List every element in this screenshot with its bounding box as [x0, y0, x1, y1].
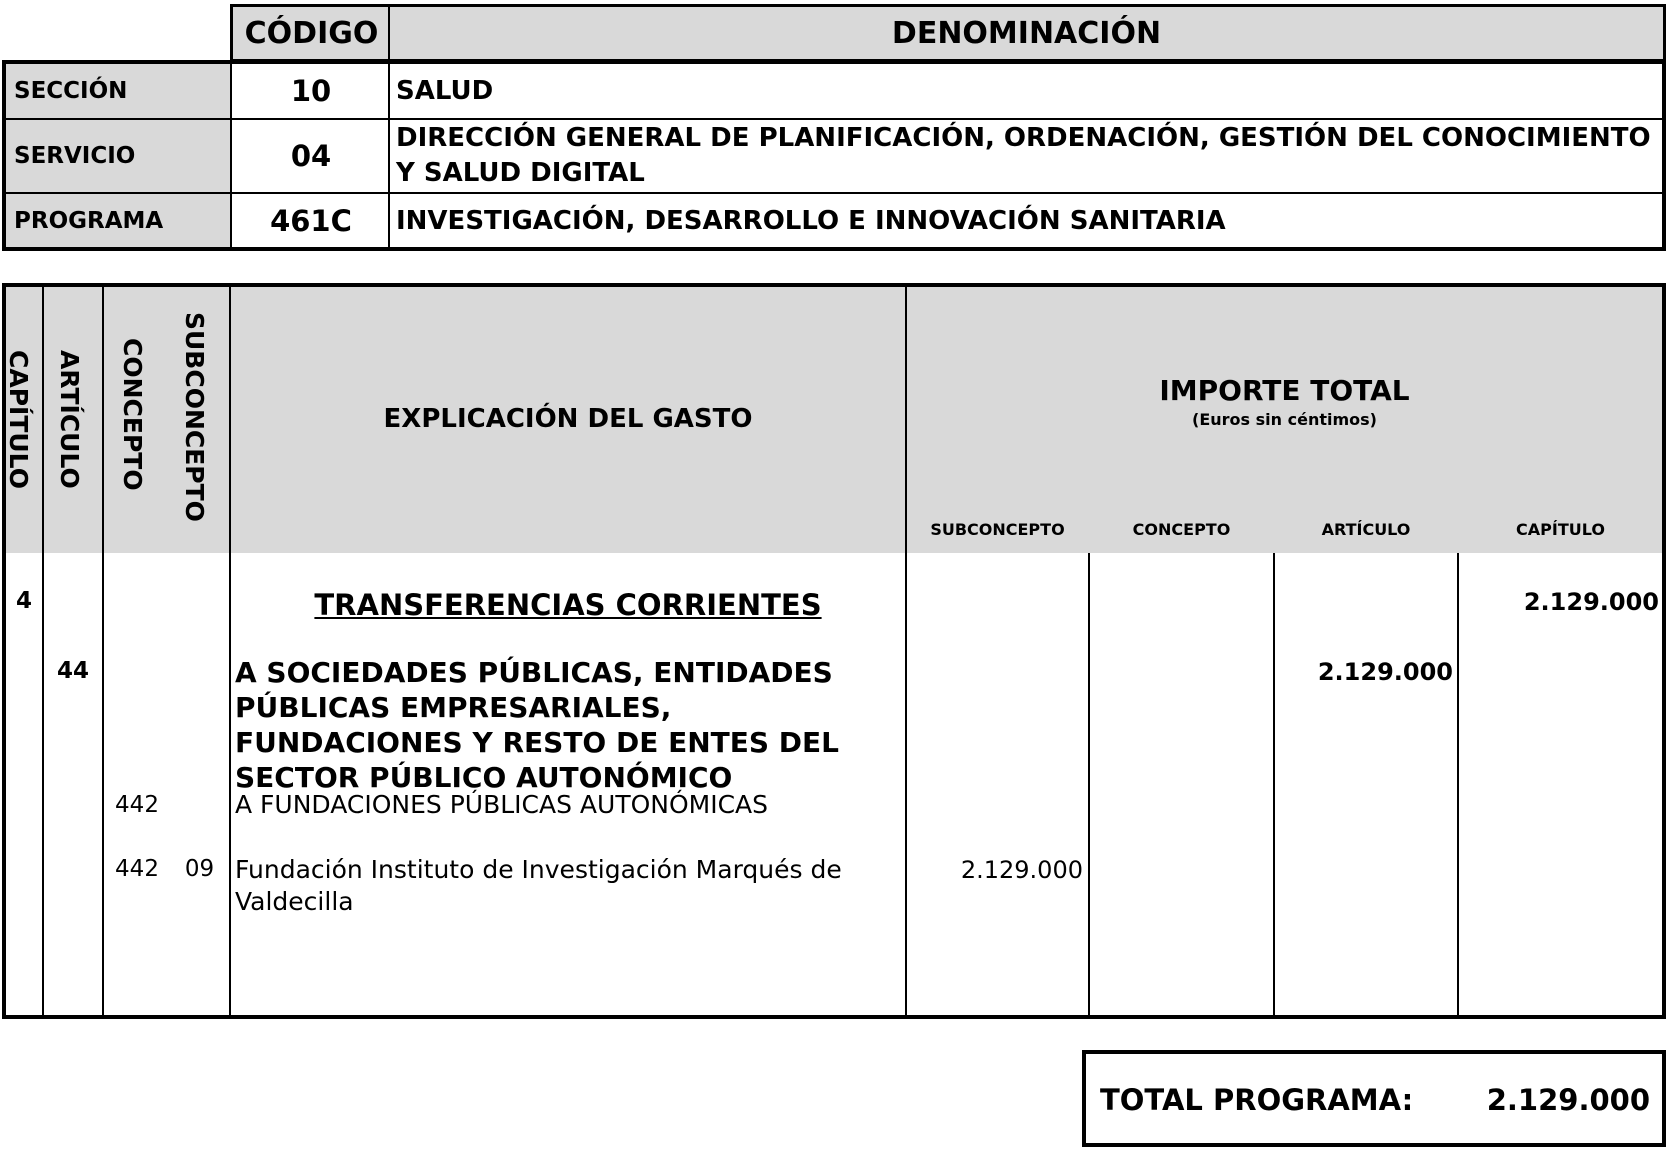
row-subconcepto-text: Fundación Instituto de Investigación Marqués de Valdecilla	[235, 855, 842, 916]
denominacion-label: DENOMINACIÓN	[891, 15, 1162, 51]
col-divider	[1088, 553, 1090, 1015]
total-programa-value: 2.129.000	[1486, 1083, 1650, 1117]
row-capitulo-text: TRANSFERENCIAS CORRIENTES	[314, 588, 822, 622]
codigo-header	[230, 4, 390, 62]
row-articulo-text: A SOCIEDADES PÚBLICAS, ENTIDADES PÚBLICAS EMPRESARIALES, FUNDACIONES Y RESTO DE ENTES DEL SECTOR PÚBLICO AUTONÓMICO	[235, 656, 840, 794]
concepto-subheader: CONCEPTO	[1132, 520, 1231, 539]
capitulo-col-header: CAPÍTULO	[4, 350, 33, 489]
row-articulo-code: 44	[56, 658, 89, 684]
servicio-name-cell	[388, 120, 1662, 194]
denominacion-header	[388, 4, 1666, 62]
row-subconcepto-importe: 2.129.000	[960, 856, 1083, 884]
programa-code-cell	[230, 194, 390, 247]
subconcepto-subheader: SUBCONCEPTO	[930, 520, 1065, 539]
servicio-name: DIRECCIÓN GENERAL DE PLANIFICACIÓN, ORDENACIÓN, GESTIÓN DEL CONOCIMIENTO Y SALUD DIGITAL	[396, 123, 1651, 188]
articulo-col-header: ARTÍCULO	[55, 350, 84, 489]
subconcepto-col-header: SUBCONCEPTO	[180, 312, 209, 522]
codigo-label: CÓDIGO	[244, 15, 379, 51]
programa-name-cell	[388, 194, 1662, 247]
seccion-code: 10	[290, 74, 332, 108]
col-divider	[1273, 553, 1275, 1015]
col-divider	[42, 287, 44, 1015]
row-capitulo-code: 4	[15, 588, 32, 614]
row-concepto-code: 442	[115, 792, 159, 818]
servicio-label-cell	[6, 120, 230, 194]
header-table	[0, 0, 1671, 260]
seccion-name-cell	[388, 64, 1662, 120]
explicacion-col-header: EXPLICACIÓN DEL GASTO	[383, 404, 753, 434]
programa-label: PROGRAMA	[14, 207, 164, 234]
row-articulo-importe: 2.129.000	[1317, 658, 1453, 686]
col-divider	[1457, 553, 1459, 1015]
seccion-code-cell	[230, 64, 390, 120]
importe-total-header: IMPORTE TOTAL	[1159, 374, 1410, 407]
capitulo-subheader: CAPÍTULO	[1516, 520, 1605, 539]
articulo-subheader: ARTÍCULO	[1321, 520, 1411, 539]
concepto-col-header: CONCEPTO	[118, 338, 147, 491]
programa-code: 461C	[270, 203, 352, 238]
seccion-label: SECCIÓN	[14, 78, 128, 104]
row-concepto-text: A FUNDACIONES PÚBLICAS AUTONÓMICAS	[235, 790, 769, 819]
total-programa-label: TOTAL PROGRAMA:	[1100, 1083, 1414, 1117]
row-subconcepto-code: 09	[184, 856, 215, 882]
seccion-name: SALUD	[396, 76, 494, 106]
row-capitulo-importe: 2.129.000	[1523, 588, 1659, 616]
row-subconcepto-concepto: 442	[115, 856, 159, 882]
col-divider	[102, 287, 104, 1015]
servicio-label: SERVICIO	[14, 143, 136, 169]
programa-label-cell	[6, 194, 230, 247]
col-divider	[229, 287, 231, 1015]
programa-name: INVESTIGACIÓN, DESARROLLO E INNOVACIÓN SANITARIA	[396, 205, 1226, 236]
seccion-label-cell	[6, 64, 230, 120]
servicio-code-cell	[230, 120, 390, 194]
importe-total-subtitle: (Euros sin céntimos)	[1192, 410, 1377, 429]
servicio-code: 04	[290, 139, 332, 173]
